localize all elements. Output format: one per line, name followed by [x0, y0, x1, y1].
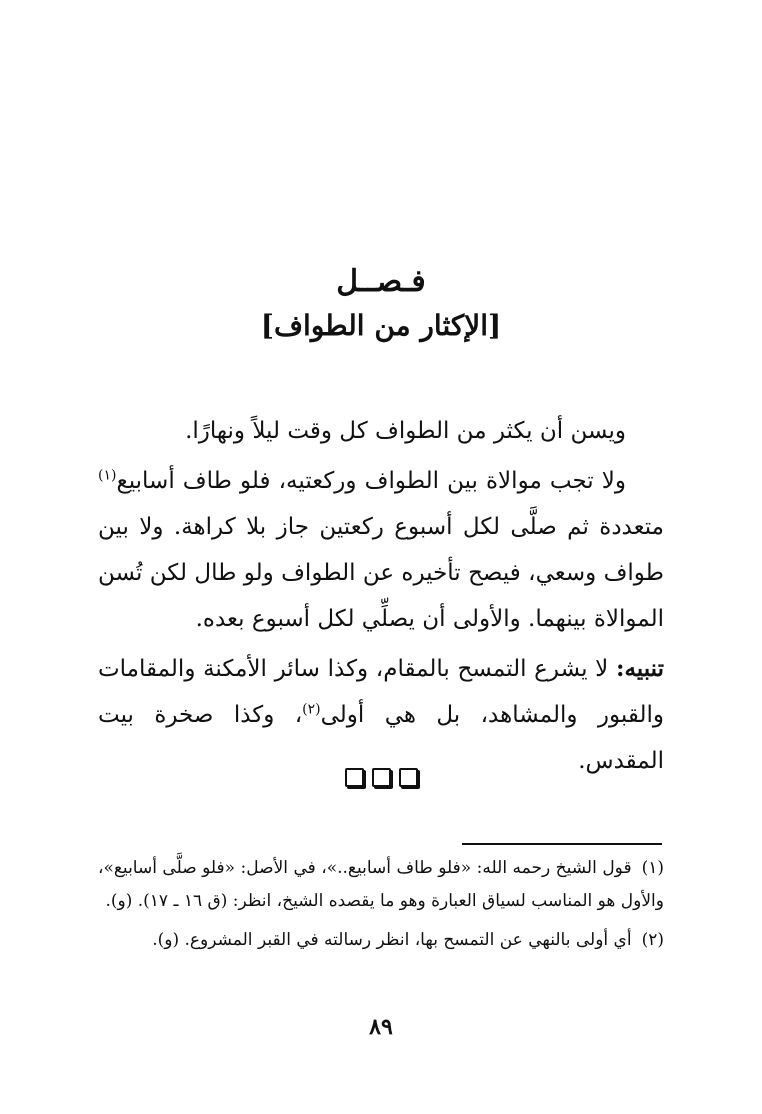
section-header: [0, 262, 762, 348]
page-number: ٨٩: [369, 1014, 393, 1040]
footnote-2-text: أي أولى بالنهي عن التمسح بها، انظر رسالته في القبر المشروع. (و).: [152, 930, 632, 950]
square-ornament-icon: [399, 768, 418, 787]
paragraph-1-text: ويسن أن يكثر من الطواف كل وقت ليلاً ونهارًا.: [185, 418, 626, 444]
footnote-2-number: (٢): [641, 930, 664, 950]
note-label: تنبيه:: [615, 655, 664, 682]
square-ornament-icon: [372, 768, 391, 787]
paragraph-2-continued: متعددة ثم صلَّى لكل أسبوع ركعتين جاز بلا كراهة. ولا بين طواف وسعي، فيصح تأخيره عن الطواف ولو طال لكن تُسن الموالاة بينهما. والأولى أن يصلِّي لكل أسبوع بعده.: [98, 514, 664, 632]
note-text-end: ، وكذا صخرة بيت المقدس.: [98, 702, 664, 774]
note-paragraph: [98, 646, 664, 784]
footnote-ref-1[interactable]: (١): [98, 467, 117, 484]
square-ornament-icon: [345, 768, 364, 787]
paragraph-2-text: ولا تجب موالاة بين الطواف وركعتيه، فلو طاف أسابيع: [116, 468, 626, 494]
paragraph-1: [98, 408, 664, 454]
main-text: [98, 408, 664, 788]
footnote-1-number: (١): [641, 858, 664, 878]
footnote-2: [98, 924, 664, 957]
footnote-ref-2[interactable]: (٢): [302, 701, 321, 718]
footnote-divider: [462, 843, 662, 845]
footnote-1: [98, 852, 664, 918]
section-title: [الإكثار من الطواف]: [260, 309, 502, 342]
paragraph-2: [98, 458, 664, 642]
footnote-1-text: قول الشيخ رحمه الله: «فلو طاف أسابيع..»، في الأصل: «فلو صلَّى أسابيع»، والأول هو المناسب لسياق العبارة وهو ما يقصده الشيخ، انظر: (ق ١٦ ـ ١٧). (و).: [98, 858, 664, 911]
chapter-heading: فـصــل: [336, 264, 426, 299]
note-text: لا يشرع التمسح بالمقام، وكذا سائر الأمكنة والمقامات والقبور والمشاهد، بل هي أولى: [98, 656, 664, 728]
section-end-ornament: [0, 768, 762, 787]
footnotes: [98, 852, 664, 963]
